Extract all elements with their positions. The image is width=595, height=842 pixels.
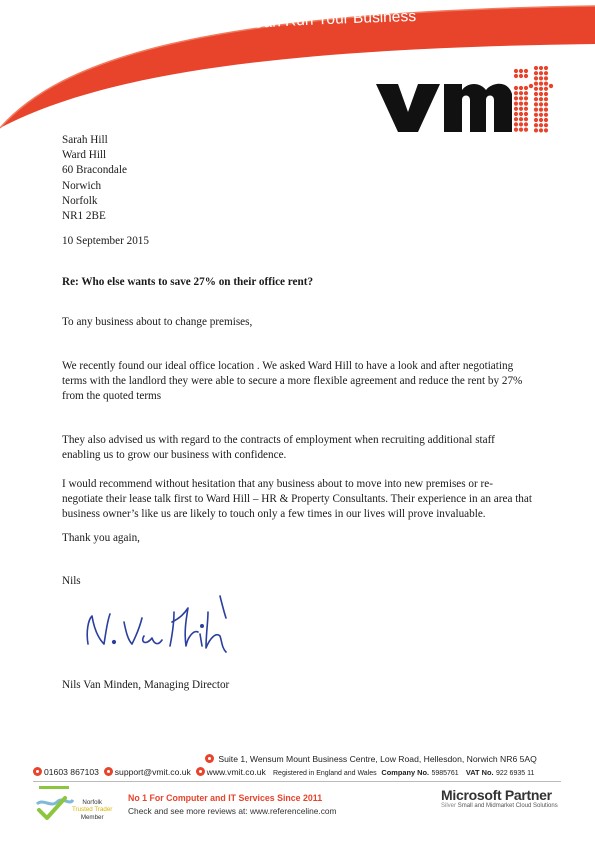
location-icon — [205, 754, 214, 763]
signer-name-title: Nils Van Minden, Managing Director — [62, 679, 230, 691]
web-icon — [196, 767, 205, 776]
microsoft-partner-title: Microsoft Partner — [441, 787, 552, 803]
recipient-address — [62, 133, 127, 224]
svg-text:We Run Your Computers So You C: We Run Your Computers So You Can Run Your Business — [23, 7, 417, 86]
footer-phone[interactable]: 01603 867103 — [44, 767, 99, 777]
footer-address: Suite 1, Wensum Mount Business Centre, Low Road, Hellesdon, Norwich NR6 5AQ — [205, 754, 537, 764]
phone-icon — [33, 767, 42, 776]
paragraph-1: We recently found our ideal office location . We asked Ward Hill to have a look and after negotiating terms with the landlord they were able to secure a more flexible agreement and reduce the rent by 27% from the quoted terms — [62, 360, 523, 403]
letter-date: 10 September 2015 — [62, 235, 149, 247]
email-icon — [104, 767, 113, 776]
recipient-county: Norfolk — [62, 194, 98, 207]
vat-no: 922 6935 11 — [495, 770, 535, 777]
recipient-street: 60 Bracondale — [62, 164, 127, 177]
salutation: To any business about to change premises, — [62, 316, 253, 328]
footer-divider — [33, 781, 561, 782]
company-no: 5985761 — [431, 770, 459, 777]
footer-registered: Registered in England and Wales — [273, 770, 377, 777]
vat-label: VAT No. — [465, 768, 494, 777]
paragraph-2: They also advised us with regard to the contracts of employment when recruiting additional staff enabling us to grow our business with confidence. — [62, 434, 495, 462]
paragraph-3: I would recommend without hesitation that any business about to move into new premises or re-negotiate their lease talk first to Ward Hill – HR & Property Consultants. Their experience in an area that business owner’s like us are likely to touch only a few times in our lives will prove invaluable. — [62, 478, 532, 521]
recipient-postcode: NR1 2BE — [62, 210, 106, 223]
footer-web[interactable]: www.vmit.co.uk — [206, 767, 266, 777]
recipient-company: Ward Hill — [62, 149, 107, 162]
promo-reviews: Check and see more reviews at: www.referenceline.com — [128, 806, 337, 816]
vmit-logo — [376, 66, 554, 138]
company-no-label: Company No. — [381, 768, 430, 777]
letter-subject: Re: Who else wants to save 27% on their office rent? — [62, 276, 314, 288]
handwritten-signature — [80, 592, 250, 662]
trusted-trader-label: Norfolk Trusted Trader Member — [72, 799, 113, 821]
footer-email[interactable]: support@vmit.co.uk — [114, 767, 191, 777]
recipient-name: Sarah Hill — [62, 134, 108, 146]
promo-headline: No 1 For Computer and IT Services Since 2011 — [128, 793, 323, 803]
sender-first-name: Nils — [62, 575, 81, 587]
microsoft-partner-subtitle: Silver Small and Midmarket Cloud Solutions — [441, 803, 558, 809]
closing: Thank you again, — [62, 532, 140, 544]
footer-contacts — [33, 767, 534, 777]
recipient-city: Norwich — [62, 179, 102, 192]
